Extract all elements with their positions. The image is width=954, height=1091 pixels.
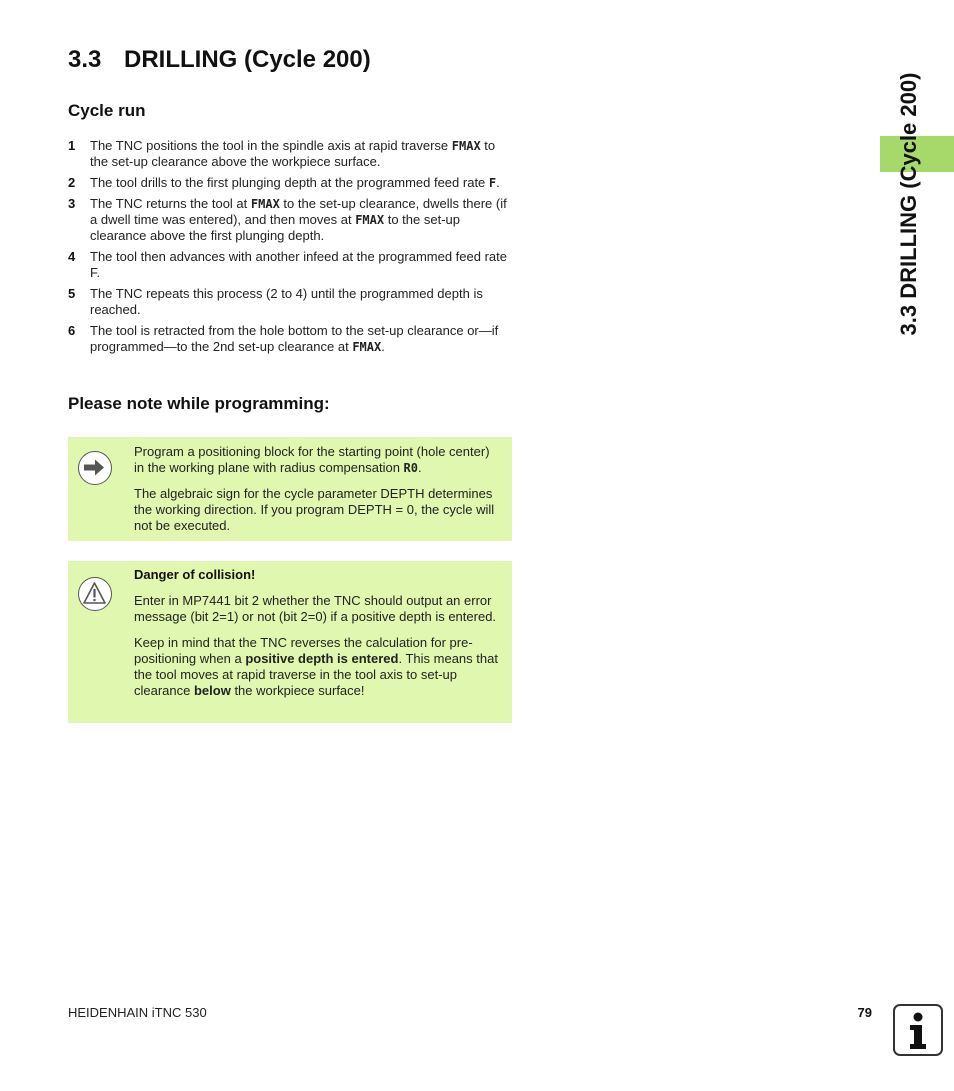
step-4 xyxy=(68,249,513,281)
step-number: 6 xyxy=(68,323,76,338)
code-fmax: FMAX xyxy=(250,197,280,211)
footer-product: HEIDENHAIN iTNC 530 xyxy=(68,1005,207,1020)
page-number: 79 xyxy=(857,1005,872,1020)
step-6 xyxy=(68,323,513,355)
step-1 xyxy=(68,138,513,170)
step-text xyxy=(90,138,513,170)
step-text xyxy=(90,196,513,244)
side-tab xyxy=(896,52,922,356)
step-number: 2 xyxy=(68,175,76,190)
code-fmax: FMAX xyxy=(451,139,481,153)
emphasis-text: positive depth is entered xyxy=(245,651,399,666)
section-title: DRILLING (Cycle 200) xyxy=(124,46,371,73)
note-text: . xyxy=(418,460,422,475)
info-note-paragraph xyxy=(134,444,502,476)
warning-paragraph xyxy=(134,635,502,699)
code-r0: R0 xyxy=(403,461,418,475)
step-text-part: to the set-up clearance above the first plunging depth. xyxy=(90,212,460,243)
warning-note-box xyxy=(68,561,512,723)
step-text xyxy=(90,323,513,355)
step-text-part: to the set-up clearance above the workpiece surface. xyxy=(90,138,496,169)
step-number: 1 xyxy=(68,138,76,153)
warning-title: Danger of collision! xyxy=(134,567,256,582)
page-title xyxy=(68,46,371,74)
step-5 xyxy=(68,286,513,318)
step-text-part: to the set-up clearance, dwells there (if a dwell time was entered), and then moves at xyxy=(90,196,507,227)
step-text: The TNC repeats this process (2 to 4) until the programmed depth is reached. xyxy=(90,286,483,317)
warning-icon xyxy=(78,577,112,611)
step-text-part: The TNC positions the tool in the spindle axis at rapid traverse xyxy=(90,138,452,153)
info-note-box xyxy=(68,437,512,541)
note-text: Keep in mind that the TNC reverses the calculation for pre-positioning when a xyxy=(134,635,473,666)
step-text xyxy=(90,175,513,191)
warning-paragraph: Enter in MP7441 bit 2 whether the TNC should output an error message (bit 2=1) or not (bit 2=0) if a positive depth is entered. xyxy=(134,593,497,624)
step-text-part: . xyxy=(381,339,385,354)
code-fmax: FMAX xyxy=(355,213,385,227)
step-number: 3 xyxy=(68,196,76,211)
note-text: the workpiece surface! xyxy=(230,683,365,698)
code-fmax: FMAX xyxy=(352,340,382,354)
programming-notes-heading: Please note while programming: xyxy=(68,394,330,413)
cycle-run-heading: Cycle run xyxy=(68,101,146,120)
step-text-part: . xyxy=(496,175,500,190)
step-2 xyxy=(68,175,513,191)
step-number: 5 xyxy=(68,286,76,301)
info-note-paragraph: The algebraic sign for the cycle parameter DEPTH determines the working direction. If you program DEPTH = 0, the cycle will not be executed. xyxy=(134,486,495,533)
emphasis-text: below xyxy=(193,683,231,698)
step-text-part: The TNC returns the tool at xyxy=(90,196,251,211)
side-tab-title: 3.3 DRILLING (Cycle 200) xyxy=(896,72,921,336)
note-text: Program a positioning block for the starting point (hole center) in the working plane with radius compensation xyxy=(134,444,490,475)
cycle-run-steps xyxy=(68,138,513,360)
section-number: 3.3 xyxy=(68,46,102,73)
step-3 xyxy=(68,196,513,244)
step-text-part: The tool is retracted from the hole bottom to the set-up clearance or—if programmed—to the 2nd set-up clearance at xyxy=(90,323,499,354)
info-icon xyxy=(893,1004,943,1056)
step-text-part: The tool drills to the first plunging depth at the programmed feed rate xyxy=(90,175,489,190)
arrow-right-icon xyxy=(78,451,112,485)
step-text: The tool then advances with another infeed at the programmed feed rate F. xyxy=(90,249,507,280)
code-f: F xyxy=(488,176,497,190)
step-number: 4 xyxy=(68,249,76,264)
note-text: . This means that the tool moves at rapid traverse in the tool axis to set-up clearance xyxy=(134,651,498,698)
